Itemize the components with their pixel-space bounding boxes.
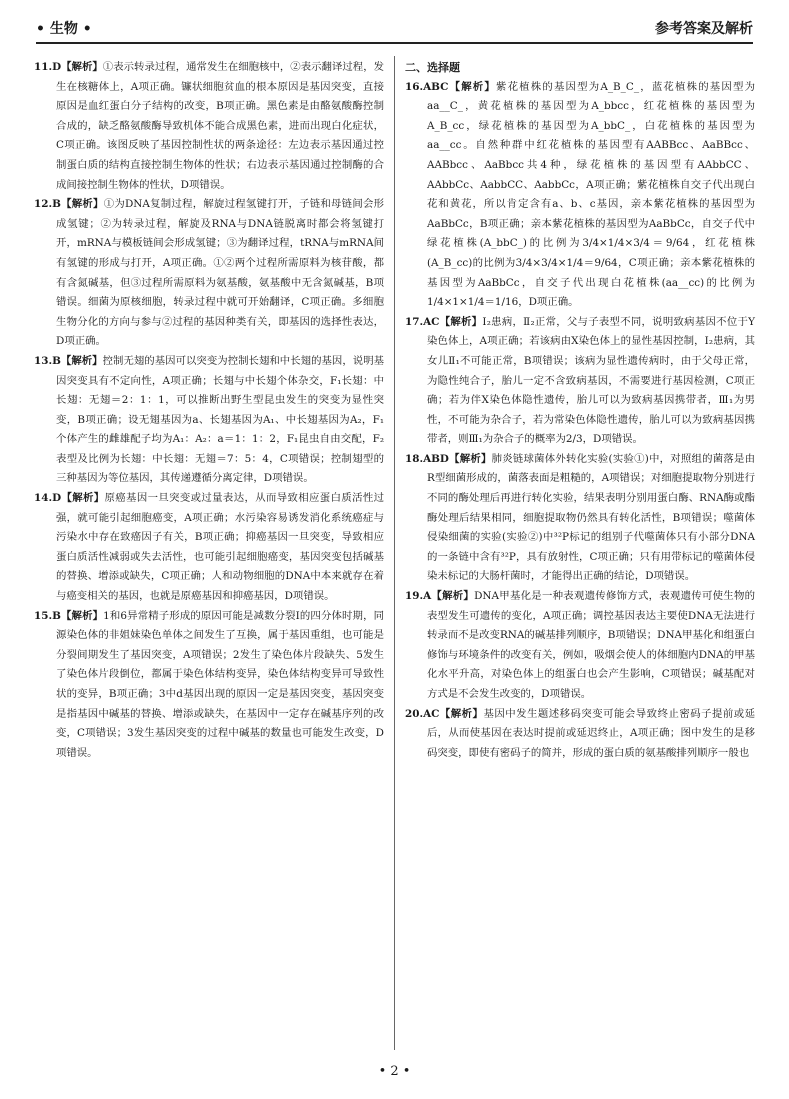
answer-item-12: [34, 195, 384, 352]
subject-label: • 生物 •: [36, 21, 92, 37]
answer-text: 基因中发生题述移码突变可能会导致终止密码子提前或延后，从而使基因在表达时提前或延迟终止，A项正确；图中发生的是移码突变，即使有密码子的简并，形成的蛋白质的氨基酸排列顺序一般也: [427, 707, 756, 759]
analysis-tag: 【解析】: [60, 198, 104, 211]
analysis-tag: 【解析】: [61, 492, 105, 505]
answer-number: 12.B: [34, 198, 61, 211]
left-column: [34, 58, 384, 763]
answer-number: 18.ABD: [405, 452, 449, 465]
header-rule: [36, 42, 753, 44]
answer-text: 肺炎链球菌体外转化实验(实验①)中，对照组的菌落是由R型细菌形成的，菌落表面是粗糙的，A项错误；对细胞提取物分别进行不同的酶处理后再进行转化实验，结果表明分别用蛋白酶、RNA酶或酯酶处理后结果相同，细胞提取物仍然具有转化活性，B项错误；噬菌体侵染细菌的实验(实验②)中³²P标记的组别子代噬菌体只有小部分DNA的一条链中含有³²P，具有放射性，C项正确；只有用带标记的噬菌体侵染未标记的大肠杆菌时，才能得出正确的结论，D项错误。: [427, 452, 755, 583]
answer-text: Ⅰ₂患病，Ⅱ₂正常，父与子表型不同，说明致病基因不位于Y染色体上，A项正确；若该病由X染色体上的显性基因控制，Ⅰ₂患病，其女儿Ⅱ₁不可能正常，B项错误；该病为显性遗传病时，由于父母正常，为隐性纯合子，胎儿一定不含致病基因，不需要进行基因检测，C项正确；若为伴X染色体隐性遗传，胎儿可以为致病基因携带者，Ⅲ₁为男性，不可能为杂合子，若为常染色体隐性遗传，胎儿可以为致病基因携带者，则Ⅲ₁为杂合子的概率为2/3，D项错误。: [427, 315, 755, 446]
right-column: [405, 58, 755, 763]
answer-item-18: [405, 450, 755, 587]
page-number: • 2 •: [378, 1064, 411, 1079]
analysis-tag: 【解析】: [60, 354, 103, 367]
analysis-tag: 【解析】: [448, 452, 492, 465]
answer-item-15: [34, 607, 384, 764]
answer-item-19: [405, 587, 755, 705]
answer-number: 13.B: [34, 354, 61, 367]
answer-text: ①表示转录过程，通常发生在细胞核中，②表示翻译过程，发生在核糖体上，A项正确。镰状细胞贫血的根本原因是基因突变，直接原因是血红蛋白分子结构的改变，B项正确。黑色素是由酪氨酸酶控制合成的，缺乏酪氨酸酶导致机体不能合成黑色素，进而出现白化症状，C项正确。该图反映了基因控制性状的两条途径：左边表示基因通过控制蛋白质的结构直接控制生物体的性状；右边表示基因通过控制酶的合成间接控制生物体的性状，D项错误。: [56, 61, 385, 191]
answer-number: 20.AC: [405, 707, 440, 720]
answer-number: 19.A: [405, 590, 432, 603]
answer-item-20: [405, 705, 755, 764]
analysis-tag: 【解析】: [431, 590, 475, 603]
page-header: [36, 14, 753, 40]
analysis-tag: 【解析】: [60, 609, 104, 622]
answer-number: 16.ABC: [405, 80, 449, 93]
analysis-tag: 【解析】: [439, 315, 483, 328]
analysis-tag: 【解析】: [439, 707, 484, 720]
answer-number: 11.D: [34, 61, 62, 73]
answer-text: 原癌基因一旦突变或过量表达，从而导致相应蛋白质活性过强，就可能引起细胞癌变，A项正确；水污染容易诱发消化系统癌症与污染水中存在致癌因子有关，B项正确；抑癌基因一旦突变，导致相应蛋白质活性减弱或失去活性，也可能引起细胞癌变，基因突变包括碱基的替换、增添或缺失，C项正确；人和动物细胞的DNA中本来就存在着与癌变相关的基因，也就是原癌基因和抑癌基因，D项错误。: [56, 492, 385, 603]
answer-text: DNA甲基化是一种表观遗传修饰方式，表观遗传可使生物的表型发生可遗传的变化，A项正确；调控基因表达主要使DNA无法进行转录而不是改变RNA的碱基排列顺序，B项错误；DNA甲基化和组蛋白修饰与环境条件的改变有关，例如，吸烟会使人的体细胞内DNA的甲基化水平升高，对染色体上的组蛋白也会产生影响，C项错误；碱基配对方式是不会发生改变的，D项错误。: [427, 590, 756, 700]
analysis-tag: 【解析】: [61, 61, 103, 73]
answer-text: 紫花植株的基因型为A_B_C_，蓝花植株的基因型为aa__C_，黄花植株的基因型为A_bbcc，红花植株的基因型为A_B_cc，绿花植株的基因型为A_bbC_，白花植株的基因型为aa__cc。自然种群中红花植株的基因型有AABBcc、AaBBcc、AABbcc、AaBbcc共4种，绿花植株的基因型有AAbbCC、AAbbCc、AabbCC、AabbCc，A项正确；紫花植株自交子代出现白花和黄花，所以肯定含有a、b、c基因，亲本紫花植株的基因型为AaBbCc，B项正确；亲本紫花植株的基因型为AaBbCc，自交子代中绿花植株(A_bbC_)的比例为3/4×1/4×3/4＝9/64，红花植株(A_B_cc)的比例为3/4×3/4×1/4＝9/64，C项正确；亲本紫花植株的基因型为AaBbCc，自交子代出现白花植株(aa__cc)的比例为1/4×1×1/4＝1/16，D项正确。: [427, 80, 755, 309]
answer-item-16: [405, 78, 755, 313]
answer-number: 14.D: [34, 492, 62, 505]
column-divider: [394, 56, 395, 1050]
answer-text: ①为DNA复制过程，解旋过程氢键打开，子链和母链间会形成氢键；②为转录过程，解旋及RNA与DNA链脱离时都会将氢键打开，mRNA与模板链间会形成氢键；③为翻译过程，tRNA与mRNA间有氢键的形成与打开，A项正确。①②两个过程所需原料为核苷酸，都有含氮碱基，但③过程所需原料为氨基酸，氨基酸中无含氮碱基，B项错误。细菌为原核细胞，转录过程中就可开始翻译，C项正确。多细胞生物分化的方向与参与②过程的基因种类有关，即基因的选择性表达，D项正确。: [56, 198, 384, 348]
answer-text: 控制无翅的基因可以突变为控制长翅和中长翅的基因，说明基因突变具有不定向性，A项正确；长翅与中长翅个体杂交，F₁长翅：中长翅：无翅＝2：1：1，可以推断出野生型昆虫发生的突变为显性突变，B项正确；设无翅基因为a、长翅基因为A₁、中长翅基因为A₂，F₁个体产生的雌雄配子均为A₁：A₂：a＝1：1：2，F₁昆虫自由交配，F₂表型及比例为长翅：中长翅：无翅＝7：5：4，C项错误；控制翅型的三种基因为等位基因，其传递遵循分离定律，D项错误。: [56, 354, 385, 485]
answer-number: 15.B: [34, 609, 61, 622]
answer-item-17: [405, 313, 755, 450]
answer-number: 17.AC: [405, 315, 440, 328]
answer-item-14: [34, 489, 384, 607]
answer-item-13: [34, 352, 384, 489]
section-title: 二、选择题: [405, 61, 460, 74]
analysis-tag: 【解析】: [448, 80, 496, 93]
answer-text: 1和6异常精子形成的原因可能是减数分裂Ⅰ的四分体时期，同源染色体的非姐妹染色单体之间发生了互换，属于基因重组，也可能是分裂间期发生了基因突变，A项错误；2发生了染色体片段缺失、5发生了染色体片段倒位，都属于染色体结构变异，染色体结构变异可导致性状的变异，B项正确；3中d基因出现的原因一定是基因突变，基因突变是指基因中碱基的替换、增添或缺失，在基因中一定存在碱基序列的改变，C项错误；3发生基因突变的过程中碱基的数量也可能发生改变，D项错误。: [56, 609, 385, 759]
header-title: 参考答案及解析: [655, 21, 753, 37]
answer-item-11: [34, 58, 384, 195]
